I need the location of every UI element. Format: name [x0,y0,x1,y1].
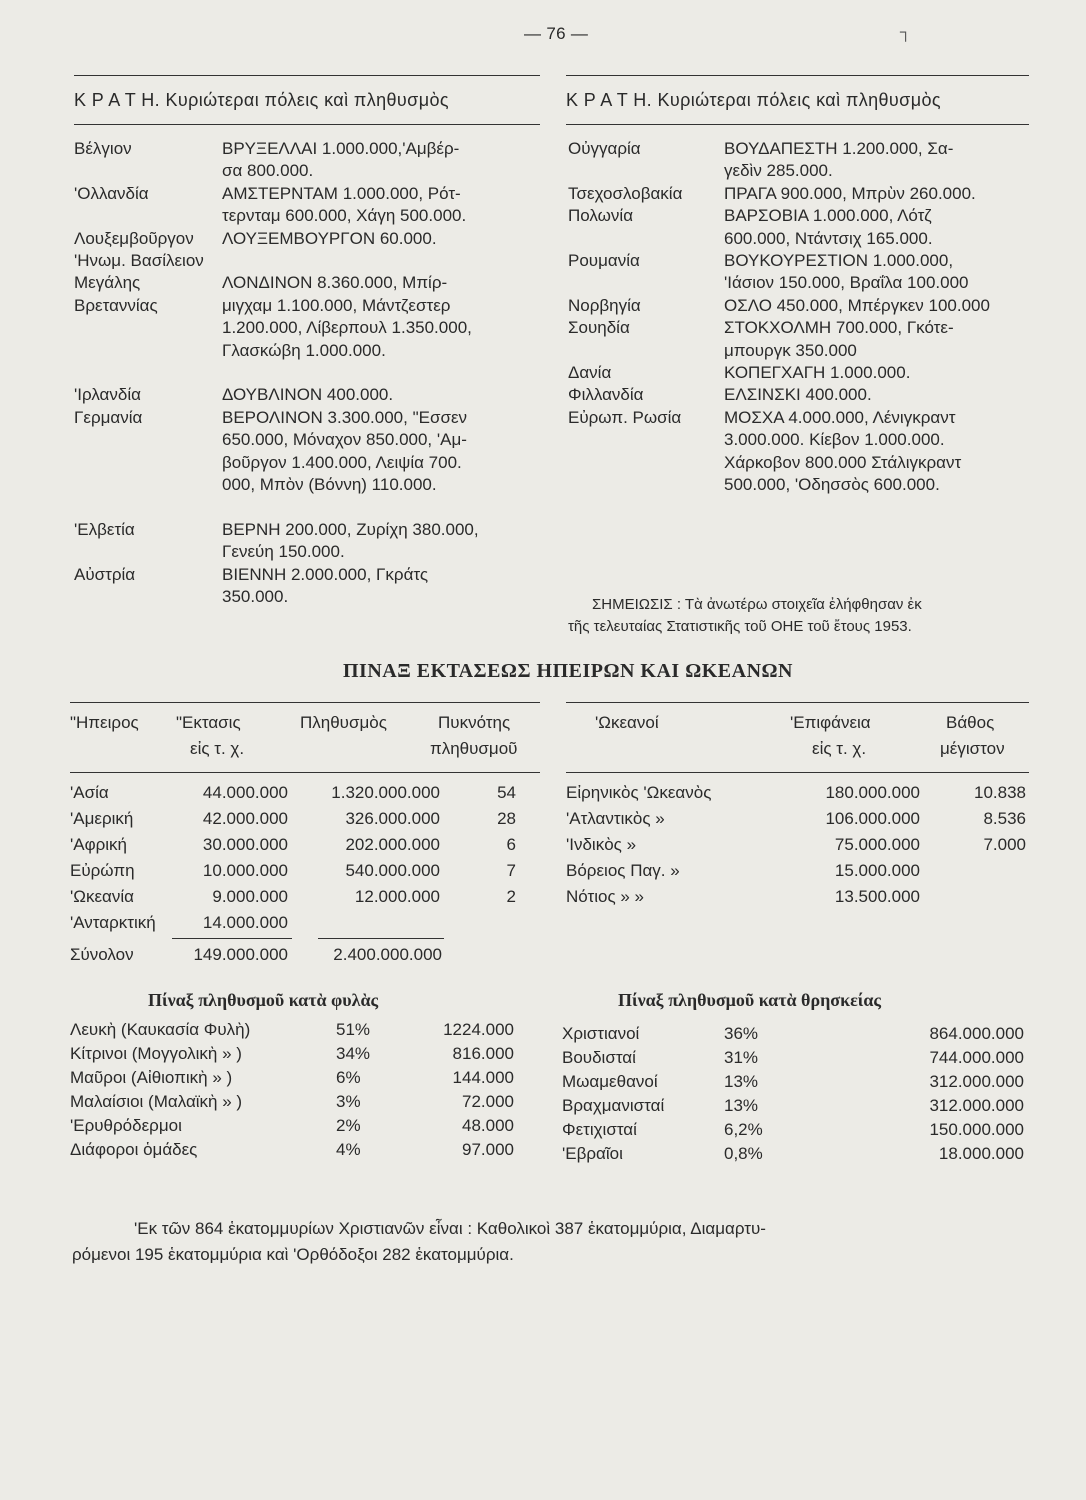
race-population: 1224.000 [443,1020,514,1039]
continent-name: Εὐρώπη [70,861,135,880]
continent-name: 'Αμερική [70,809,134,828]
ocean-surface: 75.000.000 [834,835,920,854]
country-name [74,564,135,586]
religion-percentage: 13% [724,1072,759,1091]
country-line: Τσεχοσλοβακία [568,183,683,203]
total-area-rule [172,938,292,939]
country-line: Γερμανία [74,407,143,427]
header-rule-right [566,75,1029,76]
city-line: ΒΡΥΞΕΛΛΑΙ 1.000.000,'Αμβέρ- [222,139,460,158]
religion-percentage: 13% [724,1096,759,1115]
country-line: Φιλλανδία [568,385,644,405]
ocean-name: Νότιος » » [566,887,644,906]
city-line: ΒΙΕΝΝΗ 2.000.000, Γκράτς [222,564,429,584]
city-list [724,407,961,497]
country-line: Σουηδία [568,318,630,338]
oceans-top-rule [566,702,1029,703]
city-line: γεδὶν 285.000. [724,161,833,181]
city-line: ΒΕΡΟΛΙΝΟΝ 3.300.000, "Εσσεν [222,407,468,427]
city-line: ΒΟΥΔΑΠΕΣΤΗ 1.200.000, Σα- [724,139,954,158]
country-name [568,295,641,317]
statistics-note [568,594,922,638]
religion-population: 150.000.000 [929,1120,1024,1139]
country-line: Εὐρωπ. Ρωσία [568,407,682,427]
city-line: 350.000. [222,587,289,606]
city-list [222,407,467,497]
country-name [568,362,611,384]
country-name [74,407,142,429]
header-right: Κ Ρ Α Τ Η. Κυριώτεραι πόλεις καὶ πληθυσμὸς [566,90,941,110]
continent-density: 2 [506,887,516,906]
race-percentage: 3% [336,1092,361,1111]
footer-note [72,1216,766,1268]
city-line: 'Ιάσιον 150.000, Βραΐλα 100.000 [724,273,969,293]
race-population: 144.000 [452,1068,514,1087]
continent-population: 540.000.000 [345,861,440,880]
continents-header-rule [70,772,540,773]
city-line: ΒΕΡΝΗ 200.000, Ζυρίχη 380.000, [222,519,479,539]
country-line: 'Ολλανδία [74,183,149,203]
continent-population: 326.000.000 [345,809,440,828]
ocean-depth: 10.838 [974,783,1026,802]
total-label: Σύνολον [70,945,134,964]
city-line: ΟΣΛΟ 450.000, Μπέργκεν 100.000 [724,295,990,315]
country-name [568,205,633,227]
country-name [568,407,681,429]
country-line: 'Ιρλανδία [74,385,141,405]
ocean-name: Εἰρηνικὸς 'Ωκεανὸς [566,783,712,802]
continents-col-continent: "Ηπειρος [70,713,139,732]
continent-name: 'Ωκεανία [70,887,134,906]
continent-area: 42.000.000 [202,809,288,828]
continent-population: 1.320.000.000 [331,783,440,802]
header-rule-right-bottom [566,124,1029,125]
city-line: 650.000, Μόναχον 850.000, 'Αμ- [222,430,467,450]
country-name [74,138,132,160]
footer-line: ρόμενοι 195 ἑκατομμύρια καὶ 'Ορθόδοξοι 282 ἑκατομμύρια. [72,1245,514,1264]
oceans-col-surface: 'Επιφάνεια [790,713,871,732]
corner-mark: ┐ [900,24,912,41]
country-line: Βρεταννίας [74,295,158,315]
city-list [222,183,466,228]
city-list [724,183,976,205]
religion-percentage: 36% [724,1024,759,1043]
country-line: Ρουμανία [568,251,640,270]
race-name: Μαλαίσιοι (Μαλαϊκὴ » ) [70,1092,243,1111]
city-line: ΕΛΣΙΝΣΚΙ 400.000. [724,385,872,405]
country-line: Αὐστρία [74,564,136,584]
ocean-name: 'Ατλαντικὸς » [566,809,665,828]
religion-percentage: 6,2% [724,1120,763,1139]
religion-name: Βραχμανισταί [562,1096,665,1115]
continent-density: 7 [506,861,516,880]
footer-line: 'Εκ τῶν 864 ἑκατομμυρίων Χριστιανῶν εἶναι : Καθολικοὶ 387 ἑκατομμύρια, Διαμαρτυ- [134,1219,766,1238]
continent-area: 9.000.000 [212,887,288,906]
religion-population: 18.000.000 [938,1144,1024,1163]
country-line: Οὐγγαρία [568,139,641,158]
religion-percentage: 31% [724,1048,759,1067]
continents-top-rule [70,702,540,703]
city-line: μπουργκ 350.000 [724,340,857,360]
continent-density: 6 [506,835,516,854]
race-percentage: 51% [336,1020,371,1039]
race-population: 816.000 [452,1044,514,1063]
race-percentage: 4% [336,1140,361,1159]
country-name [74,272,158,317]
city-line: 3.000.000. Κίεβον 1.000.000. [724,430,945,450]
city-line: Γενεύη 150.000. [222,542,345,562]
city-line: 1.200.000, Λίβερπουλ 1.350.000, [222,318,472,338]
country-name [74,250,204,272]
continent-name: 'Ασία [70,783,109,802]
continent-population: 12.000.000 [354,887,440,906]
city-line: 600.000, Ντάντσιχ 165.000. [724,228,933,248]
oceans-col-depth: Βάθος [946,713,995,732]
header-rule-left [74,75,540,76]
ocean-name: 'Ινδικὸς » [566,835,637,854]
city-line: ΒΟΥΚΟΥΡΕΣΤΙΟΝ 1.000.000, [724,251,954,270]
continents-col-area: "Εκτασις [176,713,241,732]
total-area: 149.000.000 [193,945,288,964]
race-population: 97.000 [462,1140,514,1159]
continent-density: 54 [497,783,516,802]
city-line: ΛΟΝΔΙΝΟΝ 8.360.000, Μπίρ- [222,273,448,293]
city-line: Χάρκοβον 800.000 Στάλιγκραντ [724,452,962,472]
country-name [74,183,149,205]
city-line: ΒΑΡΣΟΒΙΑ 1.000.000, Λότζ [724,206,932,226]
country-name [74,228,194,250]
city-list [222,138,459,183]
ocean-depth: 7.000 [983,835,1026,854]
continent-area: 30.000.000 [202,835,288,854]
city-line: ΔΟΥΒΛΙΝΟΝ 400.000. [222,385,394,405]
oceans-header-rule [566,772,1029,773]
city-list [724,295,990,317]
race-name: Κίτρινοι (Μογγολικὴ » ) [70,1044,242,1063]
religion-name: Μωαμεθανοί [562,1072,658,1091]
note-line: τῆς τελευταίας Στατιστικῆς τοῦ ΟΗΕ τοῦ ἔτους 1953. [568,618,912,635]
country-name [74,519,135,541]
city-list [222,272,472,362]
religion-population: 312.000.000 [929,1072,1024,1091]
country-name [74,384,141,406]
country-name [568,183,682,205]
city-line: Γλασκώβη 1.000.000. [222,340,386,360]
ocean-surface: 15.000.000 [834,861,920,880]
page-number: — 76 — [524,24,589,43]
city-list [222,228,437,250]
race-name: Μαῦροι (Αἰθιοπικὴ » ) [70,1068,233,1087]
race-population: 48.000 [462,1116,514,1135]
ocean-surface: 180.000.000 [825,783,920,802]
race-name: Διάφοροι ὁμάδες [70,1140,198,1159]
race-population: 72.000 [462,1092,514,1111]
ocean-name: Βόρειος Παγ. » [566,861,680,880]
country-name [568,317,630,339]
religion-percentage: 0,8% [724,1144,763,1163]
total-population-rule [318,938,444,939]
continents-col-area-unit: εἰς τ. χ. [190,739,245,758]
city-line: 500.000, 'Οδησσὸς 600.000. [724,475,940,495]
city-line: ΠΡΑΓΑ 900.000, Μπρὺν 260.000. [724,183,976,203]
country-line: Νορβηγία [568,295,641,315]
city-list [222,384,393,406]
ocean-surface: 106.000.000 [825,809,920,828]
header-rule-left-bottom [74,124,540,125]
note-line: ΣΗΜΕΙΩΣΙΣ : Τὰ ἀνωτέρω στοιχεῖα ἐλήφθησαν ἐκ [592,596,922,613]
continents-col-density-sub: πληθυσμοῦ [430,739,518,758]
city-line: ΜΟΣΧΑ 4.000.000, Λένιγκραντ [724,407,956,427]
continent-name: 'Ανταρκτική [70,913,156,932]
city-list [222,564,428,609]
city-list [724,138,953,183]
race-percentage: 6% [336,1068,361,1087]
race-percentage: 34% [336,1044,371,1063]
city-line: ΣΤΟΚΧΟΛΜΗ 700.000, Γκότε- [724,318,954,338]
ocean-surface: 13.500.000 [834,887,920,906]
continent-density: 28 [497,809,516,828]
city-line: ΑΜΣΤΕΡΝΤΑΜ 1.000.000, Ρότ- [222,183,461,203]
continent-name: 'Αφρική [70,835,128,854]
country-line: 'Ηνωμ. Βασίλειον [74,251,204,270]
races-title: Πίναξ πληθυσμοῦ κατὰ φυλὰς [148,990,379,1010]
race-name: 'Ερυθρόδερμοι [70,1116,182,1135]
country-name [568,384,643,406]
total-population: 2.400.000.000 [333,945,442,964]
continent-area: 44.000.000 [202,783,288,802]
city-line: ΚΟΠΕΓΧΑΓΗ 1.000.000. [724,363,911,382]
city-line: σα 800.000. [222,161,314,181]
religion-population: 312.000.000 [929,1096,1024,1115]
continent-population: 202.000.000 [345,835,440,854]
continent-area: 14.000.000 [202,913,288,932]
ocean-depth: 8.536 [983,809,1026,828]
continents-oceans-title: ΠΙΝΑΞ ΕΚΤΑΣΕΩΣ ΗΠΕΙΡΩΝ ΚΑΙ ΩΚΕΑΝΩΝ [343,660,793,682]
country-line: Δανία [568,363,612,382]
city-line: μιγχαμ 1.100.000, Μάντζεστερ [222,295,451,315]
continents-col-population: Πληθυσμὸς [300,713,387,732]
religion-population: 744.000.000 [929,1048,1024,1067]
header-left: Κ Ρ Α Τ Η. Κυριώτεραι πόλεις καὶ πληθυσμὸς [74,90,449,110]
city-list [724,384,872,406]
country-name [568,138,641,160]
oceans-col-depth-sub: μέγιστον [940,739,1005,758]
race-percentage: 2% [336,1116,361,1135]
country-line: Πολωνία [568,206,634,226]
city-line: ΛΟΥΞΕΜΒΟΥΡΓΟΝ 60.000. [222,228,437,248]
religion-name: Φετιχισταί [562,1120,637,1139]
race-name: Λευκὴ (Καυκασία Φυλὴ) [70,1020,251,1039]
city-line: 000, Μπὸν (Βόννη) 110.000. [222,475,437,495]
city-list [724,362,910,384]
country-line: Βέλγιον [74,139,132,158]
continent-area: 10.000.000 [202,861,288,880]
country-line: Μεγάλης [74,273,141,293]
country-name [568,250,640,272]
continents-col-density: Πυκνότης [438,713,511,732]
religion-name: 'Εβραῖοι [562,1144,623,1163]
religion-population: 864.000.000 [929,1024,1024,1043]
religion-name: Βουδισταί [562,1048,636,1067]
religions-title: Πίναξ πληθυσμοῦ κατὰ θρησκείας [618,990,882,1010]
city-list [724,205,933,250]
religion-name: Χριστιανοί [562,1024,640,1043]
city-line: βοῦργον 1.400.000, Λειψία 700. [222,452,462,472]
country-line: Λουξεμβοῦργον [74,228,194,248]
oceans-col-surface-unit: εἰς τ. χ. [812,739,867,758]
city-list [724,317,954,362]
city-line: τερνταμ 600.000, Χάγη 500.000. [222,206,467,226]
oceans-col-ocean: 'Ωκεανοί [595,713,659,732]
city-list [222,519,479,564]
city-list [724,250,969,295]
country-line: 'Ελβετία [74,519,135,539]
